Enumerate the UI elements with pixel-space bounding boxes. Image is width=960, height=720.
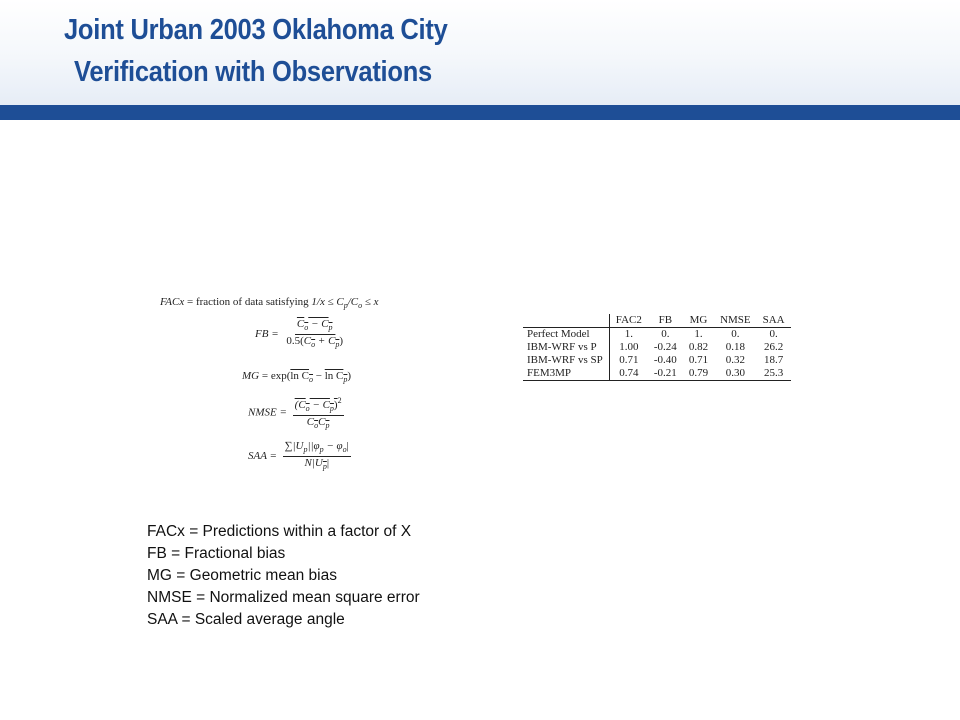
table-cell: 0.79: [683, 367, 714, 381]
fb-denominator: $0.5(C_o + C_p)$: [286, 335, 344, 350]
verification-table: [523, 314, 791, 381]
table-cell: -0.40: [653, 354, 677, 366]
definition-line: FACx = Predictions within a factor of X: [147, 523, 412, 540]
table-cell: 26.2: [764, 341, 784, 353]
slide-title-line-1: Joint Urban 2003 Oklahoma City: [64, 14, 448, 46]
row-label: IBM-WRF vs P: [523, 341, 609, 354]
table-cell: 1.00: [619, 341, 639, 353]
mg-close: ): [347, 370, 352, 382]
facx-sub-o: o: [358, 301, 363, 311]
definition-line: MG = Geometric mean bias: [147, 567, 337, 584]
nmse-formula: [248, 394, 344, 432]
table-cell: -0.24: [653, 341, 677, 353]
mg-eq: = exp(: [259, 370, 291, 382]
saa-numerator: $\sum|U_p||\varphi_p - \varphi_o|$: [283, 440, 351, 457]
slide-title-line-2: Verification with Observations: [74, 56, 432, 88]
header-rule: [0, 105, 960, 120]
table-cell: 18.7: [764, 354, 784, 366]
definition-line: FB = Fractional bias: [147, 545, 286, 562]
mg-minus: −: [313, 370, 325, 382]
table-cell: 25.3: [757, 367, 791, 381]
mg-ln-p: $\ln C_p$: [324, 370, 348, 385]
nmse-fraction: [293, 394, 344, 432]
table-cell: 0.74: [609, 367, 648, 381]
facx-formula: [160, 296, 379, 310]
definition-line: NMSE = Normalized mean square error: [147, 589, 420, 606]
table-cell: 0.: [731, 328, 740, 340]
mg-formula: [242, 370, 351, 384]
table-row: [523, 367, 791, 381]
table-row: [523, 354, 791, 367]
table-cell: 0.82: [688, 341, 709, 353]
facx-slash: /C: [347, 296, 359, 308]
fb-numerator: $C_o - C_p$: [295, 318, 335, 335]
nmse-lhs: NMSE =: [248, 406, 287, 419]
fb-formula: [255, 318, 345, 351]
metric-definitions: [147, 521, 420, 631]
table-corner: [523, 314, 609, 328]
saa-denominator: $N|U_p|$: [304, 457, 330, 472]
table-cell: 0.71: [688, 354, 709, 366]
table-header-row: [523, 314, 791, 328]
table-cell: 0.: [769, 328, 778, 340]
table-cell: 1.: [624, 328, 633, 340]
saa-fraction: [283, 440, 351, 473]
facx-tail: ≤ x: [362, 296, 379, 308]
row-label: Perfect Model: [523, 328, 609, 342]
fb-fraction: [284, 318, 345, 351]
table-row: [523, 341, 791, 354]
fb-lhs: FB =: [255, 328, 279, 341]
facx-sub-p: p: [343, 301, 348, 311]
row-label: FEM3MP: [523, 367, 609, 381]
table-cell: 1.: [694, 328, 703, 340]
column-header: FAC2: [609, 314, 648, 328]
nmse-numerator: $(C_o - C_p)^2$: [293, 394, 344, 416]
facx-lhs: FACx: [160, 296, 185, 308]
row-label: IBM-WRF vs SP: [523, 354, 609, 367]
table-cell: 0.32: [725, 354, 745, 366]
facx-text: = fraction of data satisfying: [184, 296, 312, 308]
table-cell: 0.18: [725, 341, 745, 353]
nmse-denominator: $C_oC_p$: [306, 415, 330, 431]
table-cell: -0.21: [648, 367, 683, 381]
saa-formula: [248, 440, 351, 473]
facx-condition: 1/x ≤ C: [311, 296, 344, 308]
column-header: SAA: [757, 314, 791, 328]
metric-formulas: [160, 294, 500, 484]
mg-lhs: MG: [242, 370, 260, 382]
table-cell: 0.: [661, 328, 670, 340]
table-cell: 0.71: [619, 354, 639, 366]
column-header: MG: [683, 314, 714, 328]
mg-ln-o: $\ln C_o$: [290, 370, 314, 385]
table-cell: 0.30: [714, 367, 757, 381]
definition-line: SAA = Scaled average angle: [147, 611, 345, 628]
column-header: FB: [648, 314, 683, 328]
column-header: NMSE: [714, 314, 757, 328]
table-row: [523, 328, 791, 342]
saa-lhs: SAA =: [248, 450, 277, 463]
